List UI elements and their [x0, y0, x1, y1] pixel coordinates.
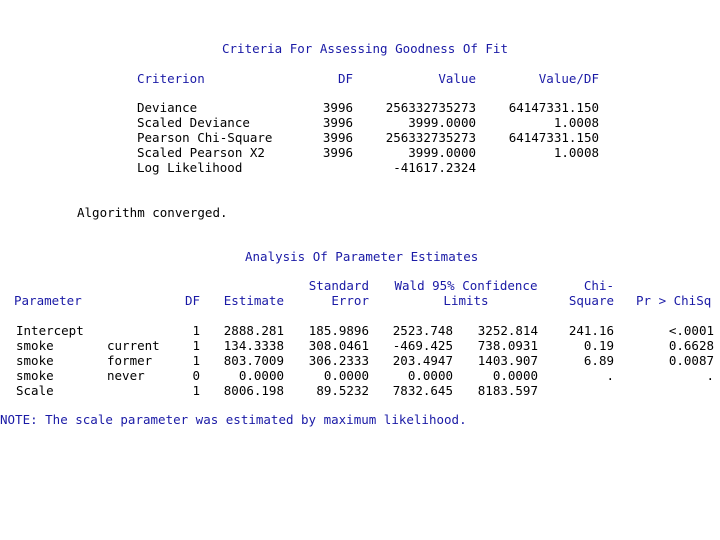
- parameter-estimate: 8006.198: [223, 383, 284, 398]
- parameter-df: 0: [192, 368, 200, 383]
- parameter-estimate: 2888.281: [223, 323, 284, 338]
- criterion-df: 3996: [322, 130, 353, 145]
- criterion-name: Scaled Pearson X2: [137, 145, 265, 160]
- criterion-df: 3996: [322, 100, 353, 115]
- parameter-ci-lower: 0.0000: [407, 368, 453, 383]
- parameter-name: Scale: [16, 383, 54, 398]
- parameter-p-value: .: [706, 368, 714, 383]
- header-chi-bottom: Square: [568, 293, 614, 308]
- parameter-estimate: 803.7009: [223, 353, 284, 368]
- header-parameter: Parameter: [14, 293, 82, 308]
- criterion-name: Log Likelihood: [137, 160, 243, 175]
- parameter-ci-lower: 7832.645: [392, 383, 453, 398]
- parameter-ci-upper: 3252.814: [477, 323, 538, 338]
- criterion-df: 3996: [322, 145, 353, 160]
- criterion-value: 3999.0000: [408, 115, 476, 130]
- parameter-chi-square: 6.89: [583, 353, 614, 368]
- note-text: NOTE: The scale parameter was estimated by maximum likelihood.: [0, 412, 467, 427]
- parameter-se: 306.2333: [308, 353, 369, 368]
- header-value: Value: [438, 71, 476, 86]
- parameter-name: Intercept: [16, 323, 84, 338]
- header-criterion: Criterion: [137, 71, 205, 86]
- criterion-name: Scaled Deviance: [137, 115, 250, 130]
- criterion-value-df: 1.0008: [553, 115, 599, 130]
- parameter-level: former: [107, 353, 153, 368]
- parameter-se: 89.5232: [316, 383, 369, 398]
- criterion-value: -41617.2324: [393, 160, 476, 175]
- criterion-value: 256332735273: [385, 130, 476, 145]
- parameter-level: current: [107, 338, 160, 353]
- header-se-bottom: Error: [331, 293, 369, 308]
- header-p-value: Pr > ChiSq: [636, 293, 712, 308]
- parameter-df: 1: [192, 383, 200, 398]
- criterion-name: Deviance: [137, 100, 198, 115]
- goodness-title: Criteria For Assessing Goodness Of Fit: [222, 41, 508, 56]
- parameter-df: 1: [192, 338, 200, 353]
- status-text: Algorithm converged.: [77, 205, 228, 220]
- parameter-ci-lower: -469.425: [392, 338, 453, 353]
- parameter-p-value: <.0001: [668, 323, 714, 338]
- parameter-ci-lower: 203.4947: [392, 353, 453, 368]
- parameter-name: smoke: [16, 338, 54, 353]
- criterion-value: 256332735273: [385, 100, 476, 115]
- criterion-name: Pearson Chi-Square: [137, 130, 273, 145]
- header-ci-top: Wald 95% Confidence: [394, 278, 538, 293]
- criterion-df: 3996: [322, 115, 353, 130]
- parameter-ci-upper: 0.0000: [492, 368, 538, 383]
- header-value-df: Value/DF: [538, 71, 599, 86]
- parameter-df: 1: [192, 323, 200, 338]
- header-ci-bottom: Limits: [443, 293, 489, 308]
- parameter-chi-square: 241.16: [568, 323, 614, 338]
- header-estimate: Estimate: [223, 293, 284, 308]
- parameter-chi-square: .: [606, 368, 614, 383]
- criterion-value-df: 64147331.150: [508, 100, 599, 115]
- parameter-name: smoke: [16, 368, 54, 383]
- header-est-df: DF: [184, 293, 200, 308]
- parameter-estimate: 0.0000: [238, 368, 284, 383]
- criterion-value-df: 64147331.150: [508, 130, 599, 145]
- parameter-chi-square: 0.19: [583, 338, 614, 353]
- parameter-ci-upper: 1403.907: [477, 353, 538, 368]
- parameter-ci-upper: 738.0931: [477, 338, 538, 353]
- parameter-p-value: 0.6628: [668, 338, 714, 353]
- parameter-name: smoke: [16, 353, 54, 368]
- parameter-ci-upper: 8183.597: [477, 383, 538, 398]
- parameter-se: 185.9896: [308, 323, 369, 338]
- parameter-se: 0.0000: [323, 368, 369, 383]
- criterion-value-df: 1.0008: [553, 145, 599, 160]
- parameter-estimate: 134.3338: [223, 338, 284, 353]
- parameter-p-value: 0.0087: [668, 353, 714, 368]
- header-chi-top: Chi-: [583, 278, 614, 293]
- estimates-title: Analysis Of Parameter Estimates: [245, 249, 479, 264]
- criterion-value: 3999.0000: [408, 145, 476, 160]
- parameter-ci-lower: 2523.748: [392, 323, 453, 338]
- parameter-level: never: [107, 368, 145, 383]
- parameter-se: 308.0461: [308, 338, 369, 353]
- header-se-top: Standard: [308, 278, 369, 293]
- parameter-df: 1: [192, 353, 200, 368]
- header-df: DF: [337, 71, 353, 86]
